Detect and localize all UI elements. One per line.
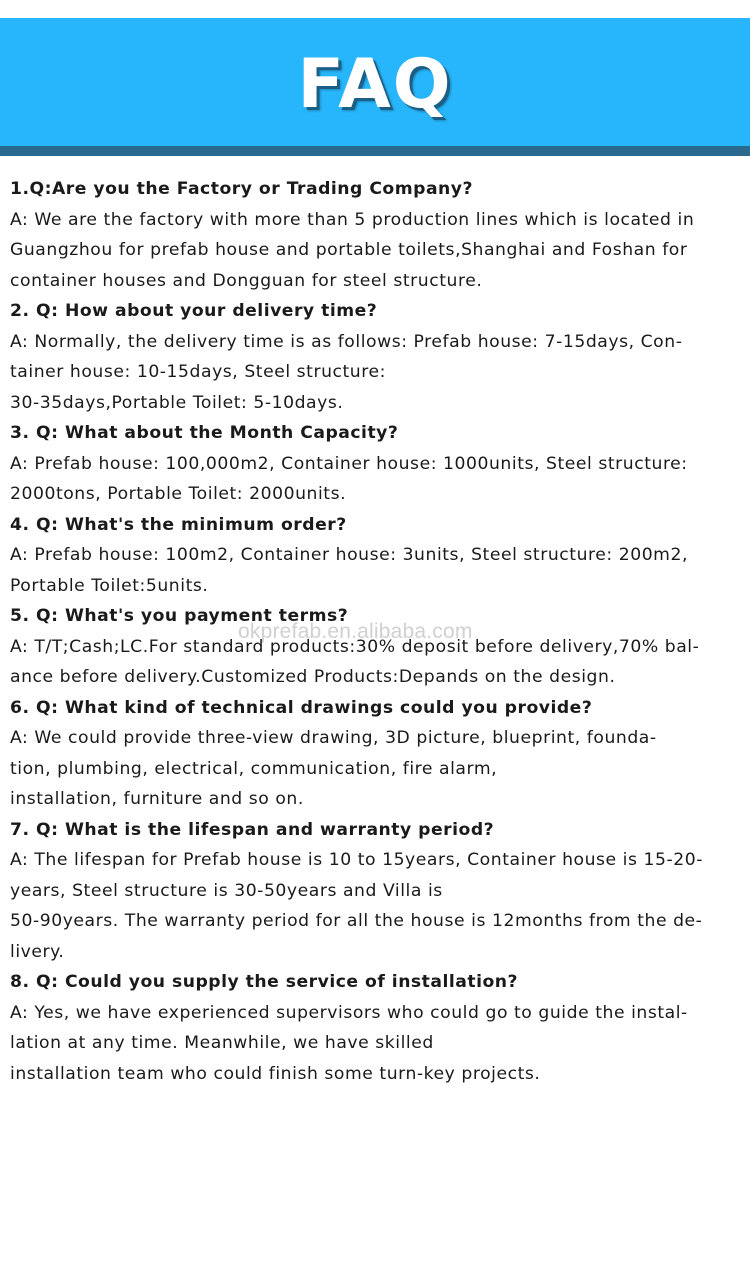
faq-answer-8-line-3: installation team who could finish some turn-key projects. xyxy=(10,1063,541,1084)
faq-question-3: 3. Q: What about the Month Capacity? xyxy=(10,423,399,443)
faq-answer-2-line-3: 30-35days,Portable Toilet: 5-10days. xyxy=(10,392,344,413)
faq-answer-7-line-4: livery. xyxy=(10,941,65,962)
faq-answer-1-line-3: container houses and Dongguan for steel structure. xyxy=(10,270,483,291)
page-title: FAQ xyxy=(297,45,453,124)
faq-answer-7-line-1: A: The lifespan for Prefab house is 10 to 15years, Container house is 15-20- xyxy=(10,850,703,870)
faq-answer-1-line-1: A: We are the factory with more than 5 production lines which is located in xyxy=(10,209,695,230)
faq-answer-2-line-2: tainer house: 10-15days, Steel structure: xyxy=(10,362,386,382)
faq-answer-8-line-1: A: Yes, we have experienced supervisors who could go to guide the instal- xyxy=(10,1002,688,1023)
faq-answer-7-line-3: 50-90years. The warranty period for all the house is 12months from the de- xyxy=(10,911,703,931)
faq-question-8: 8. Q: Could you supply the service of installation? xyxy=(10,972,518,992)
faq-answer-3-line-2: 2000tons, Portable Toilet: 2000units. xyxy=(10,484,347,504)
watermark: okprefab.en.alibaba.com xyxy=(238,620,473,643)
faq-answer-6-line-1: A: We could provide three-view drawing, 3D picture, blueprint, founda- xyxy=(10,728,657,748)
faq-answer-1-line-2: Guangzhou for prefab house and portable toilets,Shanghai and Foshan for xyxy=(10,240,688,260)
faq-answer-5-line-1: A: T/T;Cash;LC.For standard products:30% deposit before delivery,70% bal- xyxy=(10,636,700,657)
faq-answer-6-line-2: tion, plumbing, electrical, communication, fire alarm, xyxy=(10,758,498,779)
faq-answer-7-line-2: years, Steel structure is 30-50years and Villa is xyxy=(10,880,443,901)
faq-answer-6-line-3: installation, furniture and so on. xyxy=(10,789,304,809)
faq-answer-5-line-2: ance before delivery.Customized Products:Depands on the design. xyxy=(10,667,616,687)
faq-answer-3-line-1: A: Prefab house: 100,000m2, Container house: 1000units, Steel structure: xyxy=(10,453,688,474)
faq-answer-2-line-1: A: Normally, the delivery time is as follows: Prefab house: 7-15days, Con- xyxy=(10,331,683,352)
faq-question-6: 6. Q: What kind of technical drawings could you provide? xyxy=(10,697,593,718)
faq-question-5: 5. Q: What's you payment terms? xyxy=(10,606,349,626)
banner-strip xyxy=(0,146,750,156)
faq-answer-4-line-1: A: Prefab house: 100m2, Container house: 3units, Steel structure: 200m2, xyxy=(10,545,688,565)
faq-answer-4-line-2: Portable Toilet:5units. xyxy=(10,575,209,596)
faq-question-7: 7. Q: What is the lifespan and warranty period? xyxy=(10,819,495,840)
faq-question-1: 1.Q:Are you the Factory or Trading Company? xyxy=(10,179,473,199)
faq-answer-8-line-2: lation at any time. Meanwhile, we have skilled xyxy=(10,1033,434,1053)
faq-question-2: 2. Q: How about your delivery time? xyxy=(10,301,378,321)
faq-question-4: 4. Q: What's the minimum order? xyxy=(10,514,347,535)
